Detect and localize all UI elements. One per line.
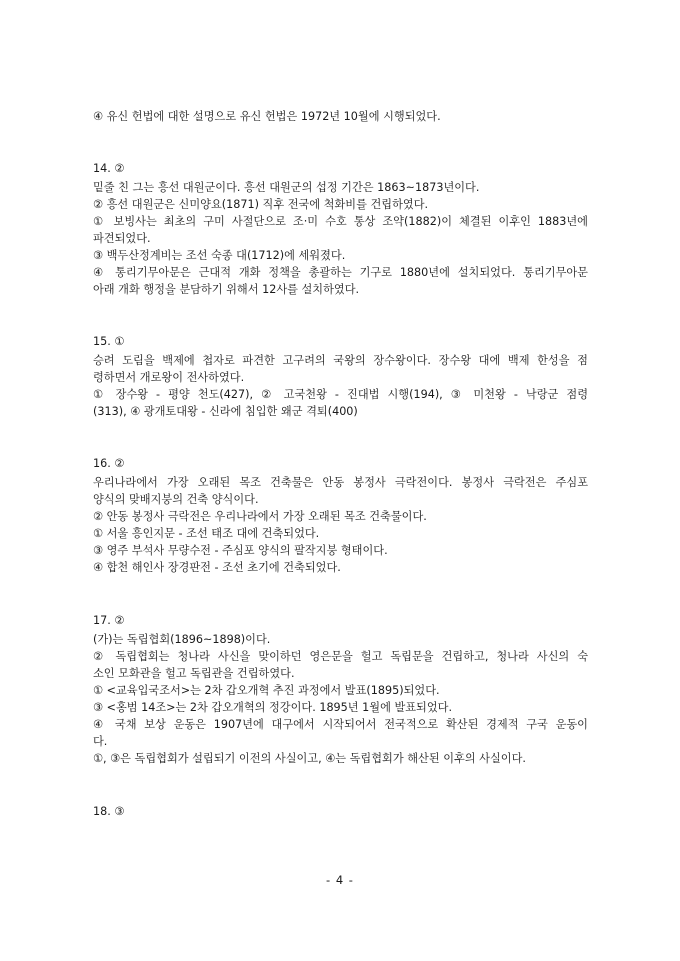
text-line: ④ 합천 해인사 장경판전 - 조선 초기에 건축되었다. [93, 561, 341, 574]
text-line: 소인 모화관을 헐고 독립관을 건립하였다. [93, 667, 295, 680]
section-q14 [93, 160, 588, 298]
page-number: - 4 - [326, 873, 354, 887]
question-header: 17. ② [93, 614, 125, 627]
text-line: ③ <홍범 14조>는 2차 갑오개혁의 정강이다. 1895년 1월에 발표되었다. [93, 701, 453, 714]
question-header: 14. ② [93, 162, 125, 175]
text-line: ② 안동 봉정사 극락전은 우리나라에서 가장 오래된 목조 건축물이다. [93, 510, 427, 523]
text-line: ② 독립협회는 청나라 사신을 맞이하던 영은문을 헐고 독립문을 건립하고, 청나라 사신의 숙 [93, 650, 588, 663]
text-line: 밑줄 친 그는 흥선 대원군이다. 흥선 대원군의 섭정 기간은 1863~1873년이다. [93, 181, 480, 194]
question-header: 18. ③ [93, 805, 125, 818]
section-q17 [93, 612, 588, 767]
section-q13-tail [93, 108, 588, 125]
text-line: ① 보빙사는 최초의 구미 사절단으로 조·미 수호 통상 조약(1882)이 체결된 이후인 1883년에 [93, 215, 588, 228]
text-line: 승려 도림을 백제에 첩자로 파견한 고구려의 국왕의 장수왕이다. 장수왕 대에 백제 한성을 점 [93, 354, 588, 367]
text-line: (313), ④ 광개토대왕 - 신라에 침입한 왜군 격퇴(400) [93, 405, 358, 418]
text-line: ④ 유신 헌법에 대한 설명으로 유신 헌법은 1972년 10월에 시행되었다. [93, 110, 441, 123]
text-line: 아래 개화 행정을 분담하기 위해서 12사를 설치하였다. [93, 283, 360, 296]
text-line: ① <교육입국조서>는 2차 갑오개혁 추진 과정에서 발표(1895)되었다. [93, 684, 440, 697]
text-line: ①, ③은 독립협회가 설립되기 이전의 사실이고, ④는 독립협회가 해산된 이후의 사실이다. [93, 752, 526, 765]
question-header: 16. ② [93, 457, 125, 470]
text-line: ① 장수왕 - 평양 천도(427), ② 고국천왕 - 진대법 시행(194), ③ 미천왕 - 낙랑군 점령 [93, 388, 588, 401]
text-line: 파견되었다. [93, 232, 151, 245]
text-line: 우리나라에서 가장 오래된 목조 건축물은 안동 봉정사 극락전이다. 봉정사 극락전은 주심포 [93, 476, 588, 489]
text-line: (가)는 독립협회(1896~1898)이다. [93, 633, 271, 646]
text-line: ④ 통리기무아문은 근대적 개화 정책을 총괄하는 기구로 1880년에 설치되었다. 통리기무아문 [93, 266, 588, 279]
text-line: 다. [93, 735, 108, 748]
text-line: ③ 백두산정계비는 조선 숙종 대(1712)에 세워졌다. [93, 249, 346, 262]
question-header: 15. ① [93, 335, 125, 348]
text-line: ④ 국채 보상 운동은 1907년에 대구에서 시작되어서 전국적으로 확산된 경제적 구국 운동이 [93, 718, 588, 731]
answer-explanations [93, 108, 588, 822]
section-q15 [93, 333, 588, 420]
text-line: ① 서울 흥인지문 - 조선 태조 대에 건축되었다. [93, 527, 320, 540]
text-line: ③ 영주 부석사 무량수전 - 주심포 양식의 팔작지붕 형태이다. [93, 544, 388, 557]
section-q18 [93, 803, 588, 820]
text-line: 양식의 맞배지붕의 건축 양식이다. [93, 493, 259, 506]
text-line: ② 흥선 대원군은 신미양요(1871) 직후 전국에 척화비를 건립하였다. [93, 198, 429, 211]
section-q16 [93, 455, 588, 576]
text-line: 령하면서 개로왕이 전사하였다. [93, 371, 245, 384]
